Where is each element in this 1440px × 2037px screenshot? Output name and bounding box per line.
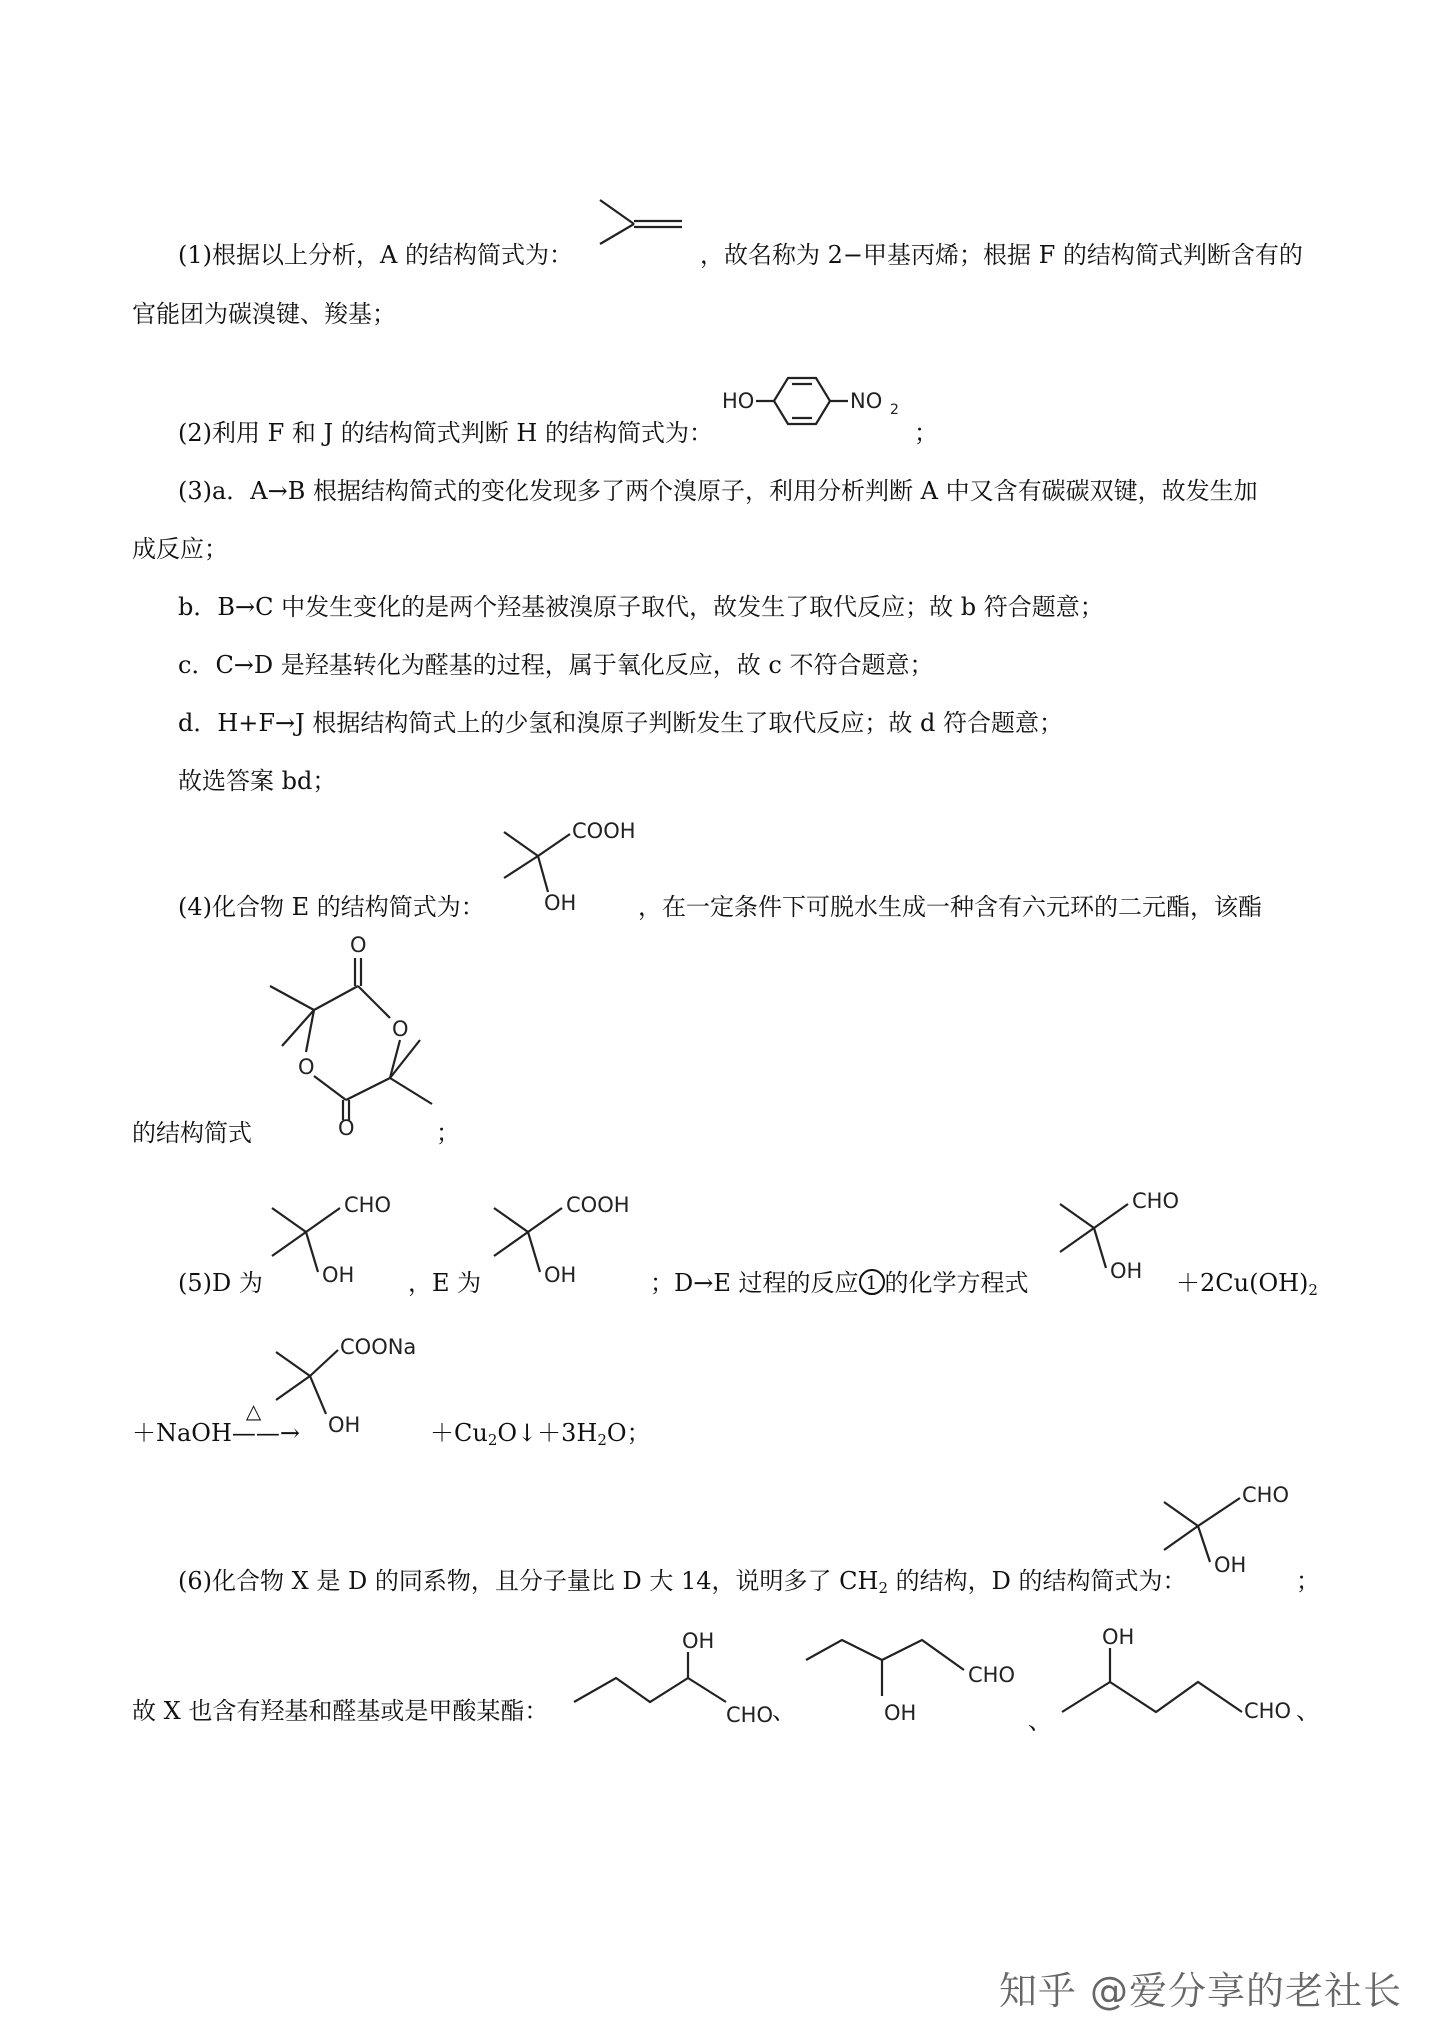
p5-h-subscript: 2 [597, 1431, 607, 1449]
p2-text-a: (2)利用 F 和 J 的结构简式判断 H 的结构简式为： [178, 419, 713, 447]
cho-label: CHO [344, 1193, 391, 1217]
oh-label: OH [1102, 1625, 1135, 1649]
p5-cu-subscript: 2 [487, 1431, 498, 1449]
p6-text-d: 故 X 也含有羟基和醛基或是甲酸某酯： [132, 1697, 549, 1725]
cho-label: CHO [968, 1663, 1015, 1687]
sodium-salt-structure [268, 1318, 438, 1438]
oh-label: OH [328, 1413, 361, 1437]
p5-cuoh2: ＋2Cu(OH) [1176, 1269, 1309, 1297]
cho-label: CHO [1242, 1483, 1289, 1507]
carbonyl-o-top: O [350, 933, 367, 957]
p4-text-a: (4)化合物 E 的结构简式为： [178, 893, 485, 921]
ring-o-left: O [298, 1055, 315, 1079]
oh-label: OH [1110, 1259, 1143, 1283]
ring-o-right: O [392, 1017, 409, 1041]
lactide-diester-structure [262, 928, 442, 1138]
p3-text-a1: (3)a．A→B 根据结构简式的变化发现多了两个溴原子，利用分析判断 A 中又含有碳碳双键，故发生加 [178, 477, 1258, 505]
cooh-label: COOH [572, 819, 636, 843]
sep-2: 、 [1028, 1707, 1052, 1735]
p2-text-b: ； [914, 419, 938, 447]
p4-text-d: ； [436, 1119, 460, 1147]
p3-text-d: d．H+F→J 根据结构简式上的少氢和溴原子判断发生了取代反应；故 d 符合题意； [178, 709, 1064, 737]
p5-text-b: ，E 为 [408, 1269, 482, 1297]
p1-text-a: (1)根据以上分析，A 的结构简式为： [178, 241, 573, 269]
p5-naoh: ＋NaOH [132, 1419, 232, 1447]
p4-text-b: ，在一定条件下可脱水生成一种含有六元环的二元酯，该酯 [638, 893, 1262, 921]
p5-o-end: O； [606, 1419, 651, 1447]
p-nitrophenol-structure [722, 368, 912, 438]
p5-text-c [650, 1268, 1029, 1298]
cho-label: CHO [1244, 1699, 1291, 1723]
p5-text-g [430, 1418, 651, 1448]
sep-3: 、 [1296, 1697, 1320, 1725]
p5-o-h: O↓＋3H [497, 1419, 598, 1447]
compound-d-reactant-structure [1052, 1172, 1202, 1282]
oh-label: OH [544, 891, 577, 915]
p6-text-a [178, 1566, 1186, 1596]
p1-text-b: ，故名称为 2−甲基丙烯；根据 F 的结构简式判断含有的 [700, 241, 1303, 269]
isobutylene-structure [596, 196, 686, 266]
p5-text-a: (5)D 为 [178, 1269, 263, 1297]
p5-cuoh2-subscript: 2 [1308, 1281, 1318, 1299]
oh-label: OH [322, 1263, 355, 1287]
p5-text-e [1176, 1268, 1318, 1298]
p4-text-c: 的结构简式 [132, 1119, 252, 1147]
cho-label: CHO [726, 1703, 773, 1727]
no2-label: NO [850, 389, 883, 413]
coona-label: COONa [340, 1335, 417, 1359]
p1-text-c: 官能团为碳溴键、羧基； [132, 300, 396, 328]
compound-e-structure-2 [486, 1176, 646, 1286]
no2-subscript: 2 [890, 402, 899, 418]
heat-arrow: △ ——→ [232, 1418, 284, 1448]
zhihu-watermark: 知乎 @爱分享的老社长 [998, 1969, 1402, 2013]
p5-text-d: 的化学方程式 [884, 1269, 1029, 1297]
p3-text-e: 故选答案 bd； [178, 767, 337, 795]
compound-e-structure [500, 812, 650, 915]
p5-text-f [132, 1399, 301, 1448]
reaction-number-circle: 1 [859, 1269, 885, 1295]
isomer-3-structure [1058, 1624, 1318, 1724]
p3-text-a2: 成反应； [132, 535, 228, 563]
p5-text-c-lead: ；D→E 过程的反应 [650, 1269, 859, 1297]
compound-d-structure [264, 1176, 414, 1286]
p6-ch2-subscript: 2 [878, 1579, 888, 1597]
oh-label: OH [682, 1629, 715, 1653]
p3-text-c: c．C→D 是羟基转化为醛基的过程，属于氧化反应，故 c 不符合题意； [178, 651, 934, 679]
oh-label: OH [1214, 1553, 1247, 1577]
compound-d-structure-3 [1158, 1462, 1308, 1577]
isomer-1-structure [568, 1630, 778, 1730]
p3-text-b: b．B→C 中发生变化的是两个羟基被溴原子取代，故发生了取代反应；故 b 符合题意； [178, 593, 1104, 621]
p5-cu: ＋Cu [430, 1419, 488, 1447]
ho-label: HO [722, 389, 755, 413]
cho-label: CHO [1132, 1189, 1179, 1213]
isomer-2-structure [800, 1618, 1030, 1728]
carbonyl-o-bottom: O [338, 1116, 355, 1140]
p6-lead: (6)化合物 X 是 D 的同系物，且分子量比 D 大 14，说明多了 CH [178, 1567, 879, 1595]
p6-text-c: ； [1296, 1567, 1320, 1595]
p6-tail: 的结构，D 的结构简式为： [887, 1567, 1187, 1595]
oh-label: OH [884, 1701, 917, 1725]
cooh-label: COOH [566, 1193, 630, 1217]
delta-symbol: △ [245, 1399, 262, 1423]
sep-1: 、 [772, 1697, 796, 1725]
oh-label: OH [544, 1263, 577, 1287]
